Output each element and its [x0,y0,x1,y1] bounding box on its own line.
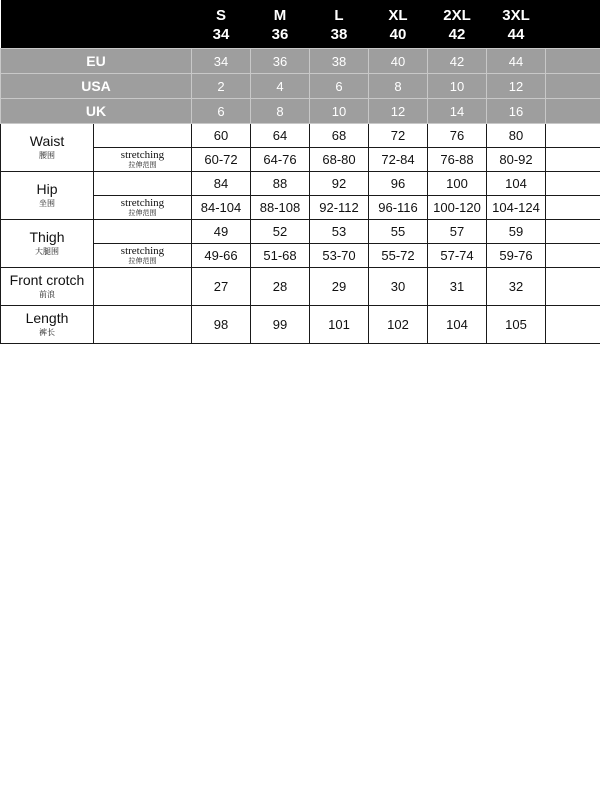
measurement-value: 101 [310,306,369,344]
measurement-value: 98 [192,306,251,344]
region-value: 8 [251,99,310,124]
measurement-value: 88 [251,172,310,196]
measurement-blank [546,220,600,244]
stretch-label-en: stretching [120,149,165,161]
measurement-value: 99 [251,306,310,344]
measurement-name: Length [25,310,69,327]
stretch-label-zh: 拉伸范围 [128,161,157,169]
measurement-value: 52 [251,220,310,244]
size-number: 34 [192,25,251,49]
size-number: 44 [487,25,546,49]
region-value: 36 [251,49,310,74]
header-blank [546,25,600,49]
stretch-value: 96-116 [369,196,428,220]
region-value: 16 [487,99,546,124]
measurement-name-hip [1,172,94,220]
stretch-value: 68-80 [310,148,369,172]
measurement-blank [546,148,600,172]
measurement-value: 30 [369,268,428,306]
region-value: 10 [428,74,487,99]
stretch-label [94,148,192,172]
measurement-value: 68 [310,124,369,148]
measurement-sub-blank [94,220,192,244]
region-value: 12 [369,99,428,124]
header-blank [546,0,600,25]
measurement-value: 96 [369,172,428,196]
measurement-value: 64 [251,124,310,148]
region-name: USA [1,74,192,99]
measurement-value: 92 [310,172,369,196]
measurement-value: 76 [428,124,487,148]
measurement-name-front-crotch [1,268,94,306]
measurement-value: 55 [369,220,428,244]
region-name: UK [1,99,192,124]
stretch-label-zh: 拉伸范围 [128,209,157,217]
measurement-name-zh: 大腿围 [35,246,59,256]
size-label: L [310,0,369,25]
measurement-blank [546,172,600,196]
measurement-name-zh: 坐围 [39,198,55,208]
size-number: 38 [310,25,369,49]
measurement-value: 105 [487,306,546,344]
size-chart-table [0,0,600,344]
size-label: 3XL [487,0,546,25]
region-value: 8 [369,74,428,99]
region-row-usa [1,74,600,99]
region-value: 6 [192,99,251,124]
measurement-name-zh: 腰围 [39,150,55,160]
measurement-value: 27 [192,268,251,306]
measurement-sub-blank [94,124,192,148]
size-label-row [1,0,600,25]
region-value: 4 [251,74,310,99]
region-value: 10 [310,99,369,124]
stretch-value: 55-72 [369,244,428,268]
stretch-value: 104-124 [487,196,546,220]
measurement-value: 32 [487,268,546,306]
region-value: 6 [310,74,369,99]
stretch-value: 92-112 [310,196,369,220]
measurement-name-zh: 裤长 [39,327,55,337]
header-corner [1,0,192,25]
measurement-value: 100 [428,172,487,196]
measurement-name: Front crotch [9,272,85,289]
stretch-value: 76-88 [428,148,487,172]
stretch-value: 51-68 [251,244,310,268]
stretch-label-en: stretching [120,245,165,257]
header-corner [1,25,192,49]
stretch-value: 59-76 [487,244,546,268]
stretch-value: 49-66 [192,244,251,268]
measurement-row-length [1,306,600,344]
region-value: 40 [369,49,428,74]
measurement-blank [546,196,600,220]
measurement-row-thigh [1,220,600,244]
measurement-value: 102 [369,306,428,344]
region-value: 44 [487,49,546,74]
stretch-value: 100-120 [428,196,487,220]
region-blank [546,99,600,124]
measurement-value: 28 [251,268,310,306]
measurement-value: 104 [487,172,546,196]
region-value: 38 [310,49,369,74]
stretch-value: 72-84 [369,148,428,172]
measurement-name-length [1,306,94,344]
stretch-label [94,196,192,220]
measurement-value: 104 [428,306,487,344]
stretch-value: 53-70 [310,244,369,268]
measurement-row-front-crotch [1,268,600,306]
region-value: 2 [192,74,251,99]
measurement-sub-blank [94,268,192,306]
region-blank [546,49,600,74]
measurement-name-zh: 前浪 [39,289,55,299]
region-row-uk [1,99,600,124]
stretch-value: 88-108 [251,196,310,220]
stretch-label [94,244,192,268]
size-label: XL [369,0,428,25]
region-blank [546,74,600,99]
measurement-name-thigh [1,220,94,268]
measurement-value: 84 [192,172,251,196]
size-number: 40 [369,25,428,49]
measurement-value: 59 [487,220,546,244]
measurement-value: 49 [192,220,251,244]
stretch-value: 60-72 [192,148,251,172]
size-label: S [192,0,251,25]
size-number: 42 [428,25,487,49]
measurement-name: Hip [36,181,58,198]
measurement-blank [546,306,600,344]
stretch-label-zh: 拉伸范围 [128,257,157,265]
measurement-value: 29 [310,268,369,306]
region-value: 12 [487,74,546,99]
region-value: 34 [192,49,251,74]
measurement-name-waist [1,124,94,172]
stretch-value: 84-104 [192,196,251,220]
measurement-row-waist [1,124,600,148]
stretch-value: 57-74 [428,244,487,268]
size-label: M [251,0,310,25]
measurement-value: 53 [310,220,369,244]
measurement-blank [546,124,600,148]
size-number: 36 [251,25,310,49]
size-label: 2XL [428,0,487,25]
stretch-label-en: stretching [120,197,165,209]
size-number-row [1,25,600,49]
measurement-value: 57 [428,220,487,244]
measurement-name: Thigh [29,229,65,246]
region-value: 14 [428,99,487,124]
stretch-value: 80-92 [487,148,546,172]
region-row-eu [1,49,600,74]
measurement-sub-blank [94,172,192,196]
measurement-value: 72 [369,124,428,148]
measurement-blank [546,244,600,268]
region-name: EU [1,49,192,74]
measurement-value: 31 [428,268,487,306]
stretch-value: 64-76 [251,148,310,172]
measurement-blank [546,268,600,306]
measurement-value: 80 [487,124,546,148]
measurement-value: 60 [192,124,251,148]
region-value: 42 [428,49,487,74]
measurement-row-hip [1,172,600,196]
measurement-name: Waist [29,133,65,150]
measurement-sub-blank [94,306,192,344]
